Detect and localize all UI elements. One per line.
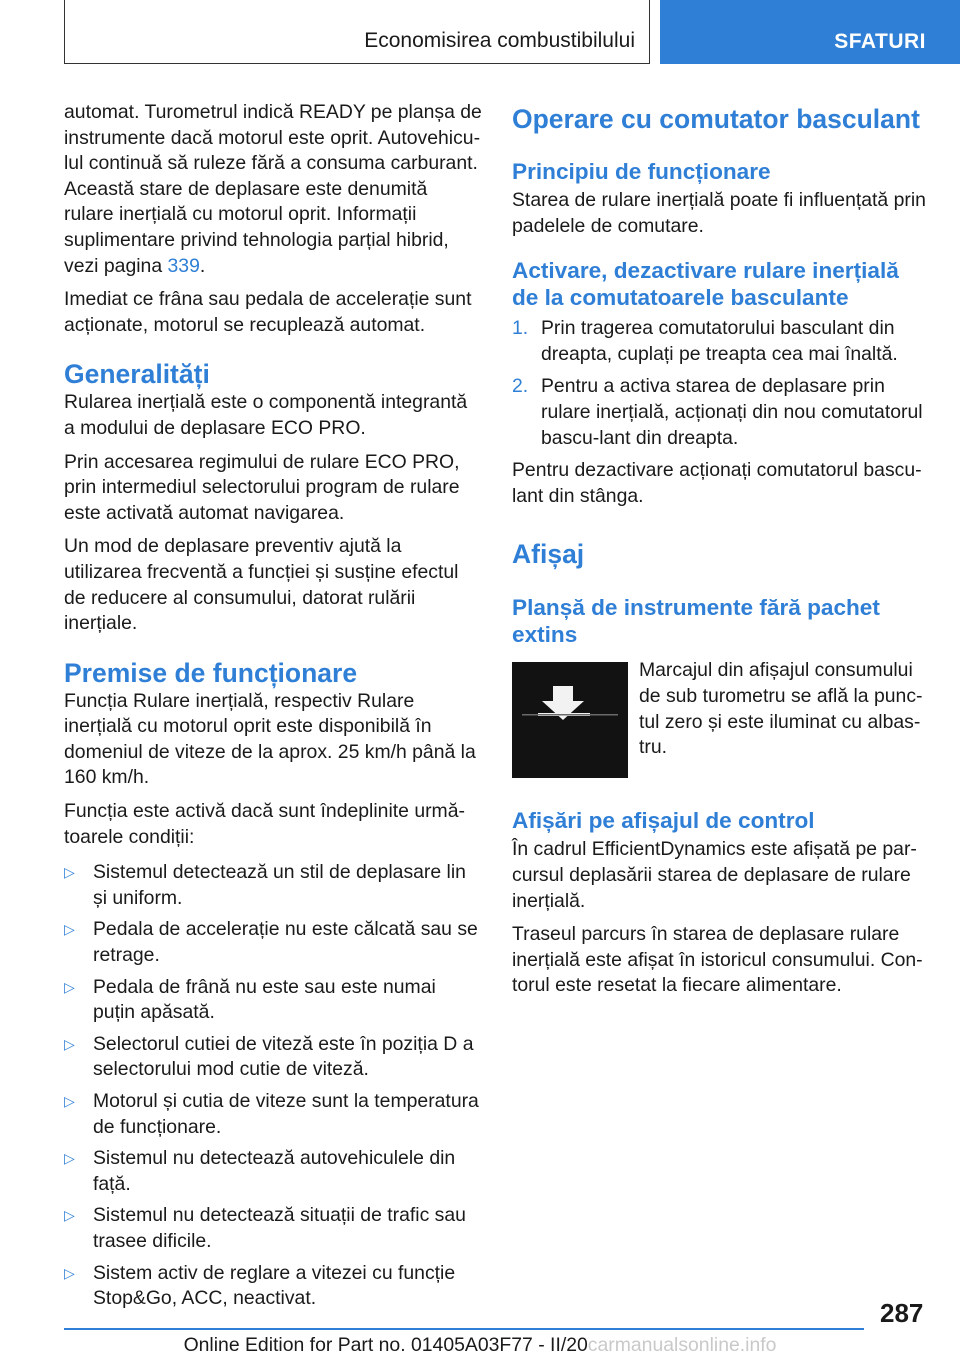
edition-text: Online Edition for Part no. 01405A03F77 - II/20 (183, 1334, 588, 1356)
figure-caption: Marcajul din afișajul consumului de sub turometru se află la punc‐tul zero și este iluminat cu albas‐tru. (639, 659, 923, 759)
paragraph: Prin accesarea regimului de rulare ECO PRO, prin intermediul selectorului program de rulare este activată automat navigarea. (64, 450, 460, 524)
page-number: 287 (880, 1298, 924, 1328)
heading-principiu: Principiu de funcționare (512, 159, 771, 184)
list-item-text: Selectorul cutiei de viteză este în poziția D a selectorului mod cutie de viteză. (93, 1032, 474, 1081)
triangle-bullet-icon: ▷ (64, 1207, 75, 1224)
footer (0, 1334, 960, 1357)
arrow-down-icon (512, 662, 628, 778)
step-number: 1. (512, 317, 529, 340)
triangle-bullet-icon: ▷ (64, 1150, 75, 1167)
list-item (64, 1203, 482, 1254)
list-item (512, 374, 930, 451)
paragraph: În cadrul EfficientDynamics este afișată pe par‐cursul deplasării starea de deplasare de rulare inerțială. (512, 838, 917, 912)
left-column (64, 100, 482, 1318)
list-item-text: Sistemul nu detectează situații de trafic sau trasee dificile. (93, 1204, 466, 1252)
list-item-text: Pedala de accelerație nu este călcată sau se retrage. (93, 918, 478, 967)
heading-operare: Operare cu comutator basculant (512, 104, 920, 134)
step-number: 2. (512, 375, 529, 398)
heading-afisaj: Afișaj (512, 539, 585, 570)
conditions-list (64, 860, 482, 1312)
paragraph: Imediat ce frâna sau pedala de accelerație sunt acționate, motorul se recuplează automat. (64, 288, 472, 336)
list-item-text: Prin tragerea comutatorului basculant din dreapta, cuplați pe treapta cea mai înaltă. (541, 317, 898, 365)
section-tab (660, 0, 960, 64)
heading-plansa: Planșă de instrumente fără pachet extins (512, 595, 880, 648)
list-item-text: Motorul și cutia de viteze sunt la temperatura de funcționare. (93, 1090, 479, 1138)
heading-premise: Premise de funcționare (64, 657, 358, 688)
paragraph: Un mod de deplasare preventiv ajută la utilizarea frecventă a funcției și susține efectul de reducere al consumului, datorat rulării inerțiale. (64, 535, 459, 635)
list-item (64, 1261, 482, 1312)
list-item (64, 975, 482, 1026)
list-item-text: Sistem activ de reglare a vitezei cu funcție Stop&Go, ACC, neactivat. (93, 1261, 456, 1310)
paragraph: Starea de rulare inerțială poate fi influențată prin padelele de comutare. (512, 189, 926, 237)
figure-row (512, 659, 930, 778)
triangle-bullet-icon: ▷ (64, 1093, 75, 1109)
consumption-display-image (512, 662, 628, 778)
triangle-bullet-icon: ▷ (64, 864, 75, 881)
list-item (64, 917, 482, 968)
triangle-bullet-icon: ▷ (64, 921, 75, 938)
watermark: carmanualsonline.info (587, 1334, 777, 1356)
paragraph: Pentru dezactivare acționați comutatorul bascu‐lant din stânga. (512, 459, 922, 507)
list-item-text: Sistemul detectează un stil de deplasare lin și uniform. (93, 861, 466, 909)
list-item (64, 1032, 482, 1083)
paragraph: Rularea inerțială este o componentă integrantă a modului de deplasare ECO PRO. (64, 391, 468, 439)
list-item (64, 1089, 482, 1140)
list-item-text: Pedala de frână nu este sau este numai puțin apăsată. (93, 975, 436, 1024)
list-item (512, 316, 930, 367)
heading-afisari: Afișări pe afișajul de control (512, 808, 815, 834)
list-item (64, 860, 482, 911)
section-tab-label: SFATURI (834, 30, 926, 53)
heading-activare: Activare, dezactivare rulare inerțială de la comutatoarele basculante (512, 258, 899, 311)
triangle-bullet-icon: ▷ (64, 978, 75, 995)
heading-generalitati: Generalități (64, 359, 210, 390)
section-title: Economisirea combustibilului (364, 29, 635, 52)
triangle-bullet-icon: ▷ (64, 1264, 75, 1281)
footer-divider (64, 1328, 864, 1330)
paragraph-text: . (199, 254, 206, 277)
right-column (512, 100, 930, 1007)
paragraph: Funcția este activă dacă sunt îndeplinite urmă‐toarele condiții: (64, 800, 465, 848)
triangle-bullet-icon: ▷ (64, 1035, 75, 1052)
paragraph: Funcția Rulare inerțială, respectiv Rulare inerțială cu motorul oprit este disponibilă în domeniul de viteze de la aprox. 25 km/h până la 160 km/h. (64, 689, 476, 789)
list-item-text: Pentru a activa starea de deplasare prin rulare inerțială, acționați din nou comutatorul bascu‐lant din dreapta. (541, 375, 923, 449)
paragraph-text: automat. Turometrul indică READY pe planșa de instrumente dacă motorul este oprit. Autovehicu‐lul continuă să ruleze fără a consuma carburant. Această stare de deplasare este denumită rulare inerțială cu motorul oprit. Informații suplimentare privind tehnologia parțial hibrid, vezi pagina (64, 101, 482, 277)
paragraph: Traseul parcurs în starea de deplasare rulare inerțială este afișat în istoricul consumului. Con‐torul este resetat la fiecare alimentare. (512, 923, 923, 997)
list-item (64, 1146, 482, 1197)
paragraph (64, 100, 482, 279)
list-item-text: Sistemul nu detectează autovehiculele din față. (93, 1147, 456, 1195)
page-link[interactable]: 339 (167, 254, 200, 277)
steps-list (512, 316, 930, 451)
header-box (64, 0, 650, 64)
